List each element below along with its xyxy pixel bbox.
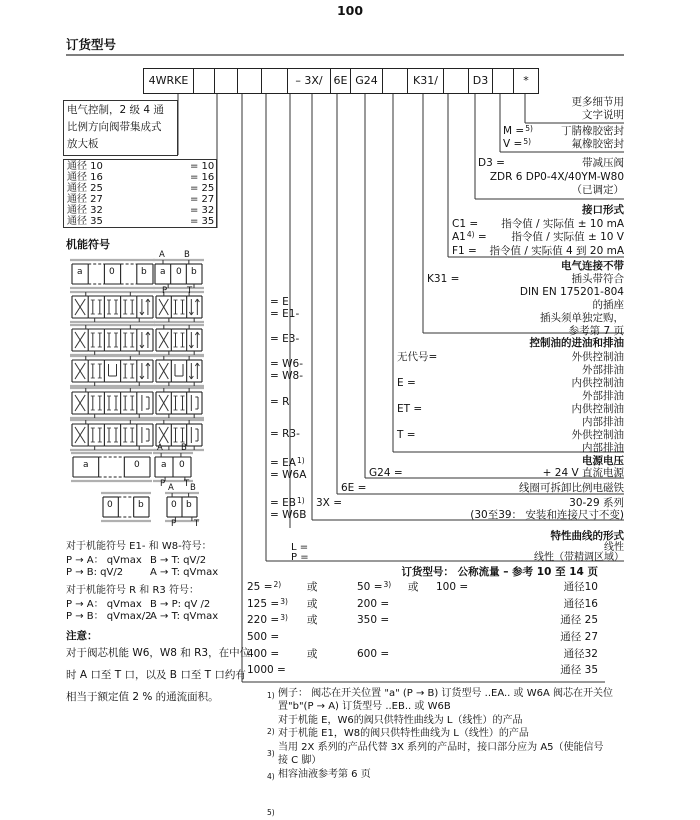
star-note-line2: 文字说明 <box>582 109 624 121</box>
code-cell-d3: D3 <box>469 69 493 93</box>
flow-value: 350 = <box>357 614 390 626</box>
code-cell <box>215 69 238 93</box>
footnote-mark: 2) <box>267 727 275 736</box>
curve-code-P: P = <box>291 552 309 563</box>
note-line: 对于阀芯机能 W6，W8 和 R3，在中位 <box>66 647 251 659</box>
spool-pos-a: a <box>160 267 166 277</box>
spool-pos-b: b <box>191 267 197 277</box>
size-label: 通径 35 <box>67 216 103 227</box>
port-A-label: A <box>157 443 163 453</box>
flow-size: 通径10 <box>563 581 598 593</box>
flow-code: 50 = <box>357 581 383 593</box>
page-number: 100 <box>336 3 364 18</box>
footnote-ref: 1) <box>296 496 305 505</box>
spool-note-line: B → T: qV/2 <box>150 555 207 566</box>
curve-L-desc: 线性 <box>604 542 624 553</box>
series-desc2: (30至39： 安装和连接尺寸不变) <box>470 509 624 521</box>
size-label: 通径 10 <box>67 161 103 172</box>
spool-note-heading2: 对于机能符号 R 和 R3 符号： <box>66 585 199 596</box>
pilot-none-desc1: 外供控制油 <box>571 351 624 363</box>
symbol-label-R: = R <box>270 396 290 408</box>
footnote-mark: 3) <box>267 749 275 758</box>
spool-pos-a: a <box>161 460 167 470</box>
connector-desc2: DIN EN 175201-804 <box>519 286 624 298</box>
symbol-label-EA <box>270 457 305 470</box>
code-cell <box>238 69 262 93</box>
pilot-E-desc1: 内供控制油 <box>571 377 624 389</box>
interface-F1-desc: 指令值 / 实际值 4 到 20 mA <box>489 245 624 257</box>
footnote-ref: 3) <box>280 613 288 622</box>
connector-desc3: 的插座 <box>592 299 624 311</box>
flow-or: 或 <box>307 581 318 593</box>
port-P-label: P <box>171 519 177 529</box>
port-T-label: T <box>184 479 190 489</box>
code-cell <box>383 69 408 93</box>
seal-V-desc: 氟橡胶密封 <box>571 138 624 150</box>
footnote-line: 当用 2X 系列的产品代替 3X 系列的产品时，接口部分应为 A5（使能信号 <box>278 742 604 753</box>
spool-pos-0: 0 <box>171 500 177 510</box>
flow-value <box>247 614 288 627</box>
d3-desc3: （已调定） <box>571 184 624 196</box>
pilot-code-none: 无代号= <box>397 351 438 363</box>
footnote-line: 例子： 阀芯在开关位置 "a" (P → B) 订货型号 ..EA.. 或 W6A 阀芯在开关位 <box>278 688 613 699</box>
code-cell-voltage: G24 <box>351 69 383 93</box>
port-B-label: B <box>190 483 196 493</box>
valve-description-line: 放大板 <box>67 138 99 150</box>
size-code: = 16 <box>190 172 215 183</box>
code-cell <box>262 69 288 93</box>
code-cell-type: 4WRKE <box>144 69 194 93</box>
size-code: = 25 <box>190 183 215 194</box>
size-code: = 35 <box>190 216 215 227</box>
interface-code-F1: F1 = <box>452 245 477 257</box>
flow-value: 1000 = <box>247 664 286 676</box>
port-P-label: P <box>162 286 168 296</box>
flow-heading: 订货型号： 公称流量 – 参考 10 至 14 页 <box>401 566 598 578</box>
flow-size: 通径 25 <box>560 614 598 626</box>
footnote-line: 对于机能 E1，W8的阀只供特性曲线为 L（线性）的产品 <box>278 728 529 739</box>
footnote-ref: 2) <box>273 580 282 589</box>
pilot-code-E: E = <box>397 377 416 389</box>
size-code: = 10 <box>190 161 215 172</box>
flow-value: 100 = <box>436 581 469 593</box>
star-note-line1: 更多细节用 <box>571 96 624 108</box>
pilot-T-desc2: 内部排油 <box>582 442 624 454</box>
spool-pos-0: 0 <box>134 460 140 470</box>
interface-heading: 接口形式 <box>582 204 624 216</box>
port-T-label: T <box>187 286 193 296</box>
code-cell <box>493 69 514 93</box>
symbol-label-W6B: = W6B <box>270 509 307 521</box>
spool-note-line: P → A： qVmax <box>66 599 142 610</box>
symbol-label-W8: = W8- <box>270 370 303 382</box>
flow-value: 400 = <box>247 648 280 660</box>
flow-value <box>357 581 391 594</box>
interface-A1-desc: 指令值 / 实际值 ± 10 V <box>511 231 624 243</box>
spool-note-line: A → T: qVmax <box>150 611 219 622</box>
interface-code-C1: C1 = <box>452 218 479 230</box>
flow-value: 600 = <box>357 648 390 660</box>
d3-code: D3 = <box>478 157 505 169</box>
flow-size: 通径 35 <box>560 664 598 676</box>
symbols-heading: 机能符号 <box>66 238 110 251</box>
code-cell-connector: K31/ <box>408 69 444 93</box>
flow-size: 通径16 <box>563 598 598 610</box>
ordering-code-row <box>143 68 539 94</box>
voltage-code-G24: G24 = <box>369 467 403 479</box>
port-T-label: T <box>194 519 200 529</box>
port-A-label: A <box>168 483 174 493</box>
spool-note-line: P → A： qVmax <box>66 555 142 566</box>
port-A-label: A <box>159 250 165 260</box>
code-cell-series: – 3X/ <box>288 69 331 93</box>
interface-C1-desc: 指令值 / 实际值 ± 10 mA <box>501 218 624 230</box>
footnote-mark: 5) <box>267 808 275 817</box>
symbol-label-W6: = W6- <box>270 358 303 370</box>
note-title: 注意： <box>66 630 98 642</box>
seal-code-M <box>503 125 533 138</box>
seal-code-V-text: V = <box>503 138 523 150</box>
solenoid-code-6E: 6E = <box>341 482 367 494</box>
spool-note-line: A → T: qVmax <box>150 567 219 578</box>
pilot-code-T: T = <box>397 429 416 441</box>
flow-code: 220 = <box>247 614 280 626</box>
size-label: 通径 32 <box>67 205 103 216</box>
footnote-line: 接 C 脚） <box>278 755 322 766</box>
flow-or: 或 <box>307 648 318 660</box>
flow-or: 或 <box>307 614 318 626</box>
spool-pos-0: 0 <box>109 267 115 277</box>
voltage-heading: 电源电压 <box>582 455 624 467</box>
spool-pos-b: b <box>138 500 144 510</box>
symbol-label-R3: = R3- <box>270 428 300 440</box>
interface-code-A1 <box>452 231 487 244</box>
pilot-oil-heading: 控制油的进油和排油 <box>529 337 624 349</box>
voltage-desc: + 24 V 直流电源 <box>542 467 624 479</box>
footnote-line: 置"b"(P → A) 订货型号 ..EB.. 或 W6B <box>278 701 451 712</box>
note-line: 时 A 口至 T 口，以及 B 口至 T 口约有 <box>66 669 246 681</box>
seal-code-V <box>503 138 531 151</box>
footnote-ref: 5) <box>523 137 532 146</box>
flow-code: 25 = <box>247 581 273 593</box>
connector-desc1: 插头带符合 <box>571 273 624 285</box>
spool-note-heading1: 对于机能符号 E1- 和 W8-符号： <box>66 541 212 552</box>
connector-code-K31: K31 = <box>427 273 460 285</box>
symbol-label-EB <box>270 497 305 510</box>
spool-pos-0: 0 <box>179 460 185 470</box>
d3-desc2: ZDR 6 DP0-4X/40YM-W80 <box>489 171 624 183</box>
curve-heading: 特性曲线的形式 <box>550 530 624 542</box>
pilot-E-desc2: 外部排油 <box>582 390 624 402</box>
pilot-code-ET: ET = <box>397 403 423 415</box>
spool-pos-b: b <box>141 267 147 277</box>
flow-value: 500 = <box>247 631 280 643</box>
pilot-T-desc1: 外供控制油 <box>571 429 624 441</box>
flow-code: 125 = <box>247 598 280 610</box>
curve-code-L: L = <box>291 542 309 553</box>
valve-description-line: 比例方向阀带集成式 <box>67 121 162 133</box>
footnote-ref: 3) <box>280 597 288 606</box>
pilot-ET-desc2: 内部排油 <box>582 416 624 428</box>
valve-description-line: 电气控制，2 级 4 通 <box>67 104 164 116</box>
pilot-none-desc2: 外部排油 <box>582 364 624 376</box>
connector-desc4: 插头须单独定购， <box>540 312 624 324</box>
flow-size: 通径 27 <box>560 631 598 643</box>
flow-value: 200 = <box>357 598 390 610</box>
note-line: 相当于额定值 2 % 的通流面积。 <box>66 691 219 703</box>
connector-heading: 电气连接不带 <box>561 260 624 272</box>
flow-value <box>247 598 288 611</box>
footnote-ref: 5) <box>525 124 533 133</box>
spool-pos-0: 0 <box>107 500 113 510</box>
curve-P-desc: 线性（带精调区域） <box>534 552 624 563</box>
interface-code-A1-eq: = <box>474 231 487 243</box>
series-code-3X: 3X = <box>316 497 343 509</box>
series-desc1: 30-29 系列 <box>569 497 624 509</box>
code-cell-star: * <box>523 74 529 87</box>
footnote-ref: 3) <box>383 580 392 589</box>
flow-size: 通径32 <box>563 648 598 660</box>
footnote-mark: 4) <box>267 772 275 781</box>
code-cell <box>444 69 469 93</box>
symbol-label-E1: = E1- <box>270 308 300 320</box>
flow-or: 或 <box>307 598 318 610</box>
page-title: 订货型号 <box>66 37 117 52</box>
port-P-label: P <box>160 479 166 489</box>
flow-value <box>247 581 281 594</box>
spool-pos-b: b <box>186 500 192 510</box>
seal-M-desc: 丁腈橡胶密封 <box>561 125 624 137</box>
footnote-mark: 1) <box>267 691 275 700</box>
code-cell <box>194 69 215 93</box>
spool-pos-a: a <box>77 267 83 277</box>
spool-note-line: B → P: qV /2 <box>150 599 211 610</box>
spool-pos-0: 0 <box>176 267 182 277</box>
code-cell-solenoid: 6E <box>331 69 351 93</box>
footnote-ref: 4) <box>466 230 475 239</box>
symbol-label-E: = E <box>270 296 289 308</box>
size-code: = 32 <box>190 205 215 216</box>
footnote-line: 相容油液参考第 6 页 <box>278 769 371 780</box>
flow-or: 或 <box>408 581 419 593</box>
interface-code-A1-text: A1 <box>452 231 466 243</box>
spool-pos-a: a <box>83 460 89 470</box>
size-label: 通径 16 <box>67 172 103 183</box>
size-code: = 27 <box>190 194 215 205</box>
symbol-label-EB-text: = EB <box>270 497 296 509</box>
spool-note-line: P → B: qV/2 <box>66 567 124 578</box>
seal-code-M-text: M = <box>503 125 525 137</box>
size-label: 通径 25 <box>67 183 103 194</box>
symbol-label-E3: = E3- <box>270 333 300 345</box>
solenoid-desc: 线圈可拆卸比例电磁铁 <box>519 482 624 494</box>
d3-desc1: 带减压阀 <box>582 157 624 169</box>
pilot-ET-desc1: 内供控制油 <box>571 403 624 415</box>
size-label: 通径 27 <box>67 194 103 205</box>
port-B-label: B <box>184 250 190 260</box>
spool-note-line: P → B： qVmax/2 <box>66 611 152 622</box>
port-B-label: B <box>181 443 187 453</box>
footnote-ref: 1) <box>296 456 305 465</box>
footnote-line: 对于机能 E，W6的阀只供特性曲线为 L（线性）的产品 <box>278 715 523 726</box>
symbol-label-W6A: = W6A <box>270 469 307 481</box>
symbol-label-EA-text: = EA <box>270 457 296 469</box>
connector-desc5: 参考第 7 页 <box>568 325 624 337</box>
